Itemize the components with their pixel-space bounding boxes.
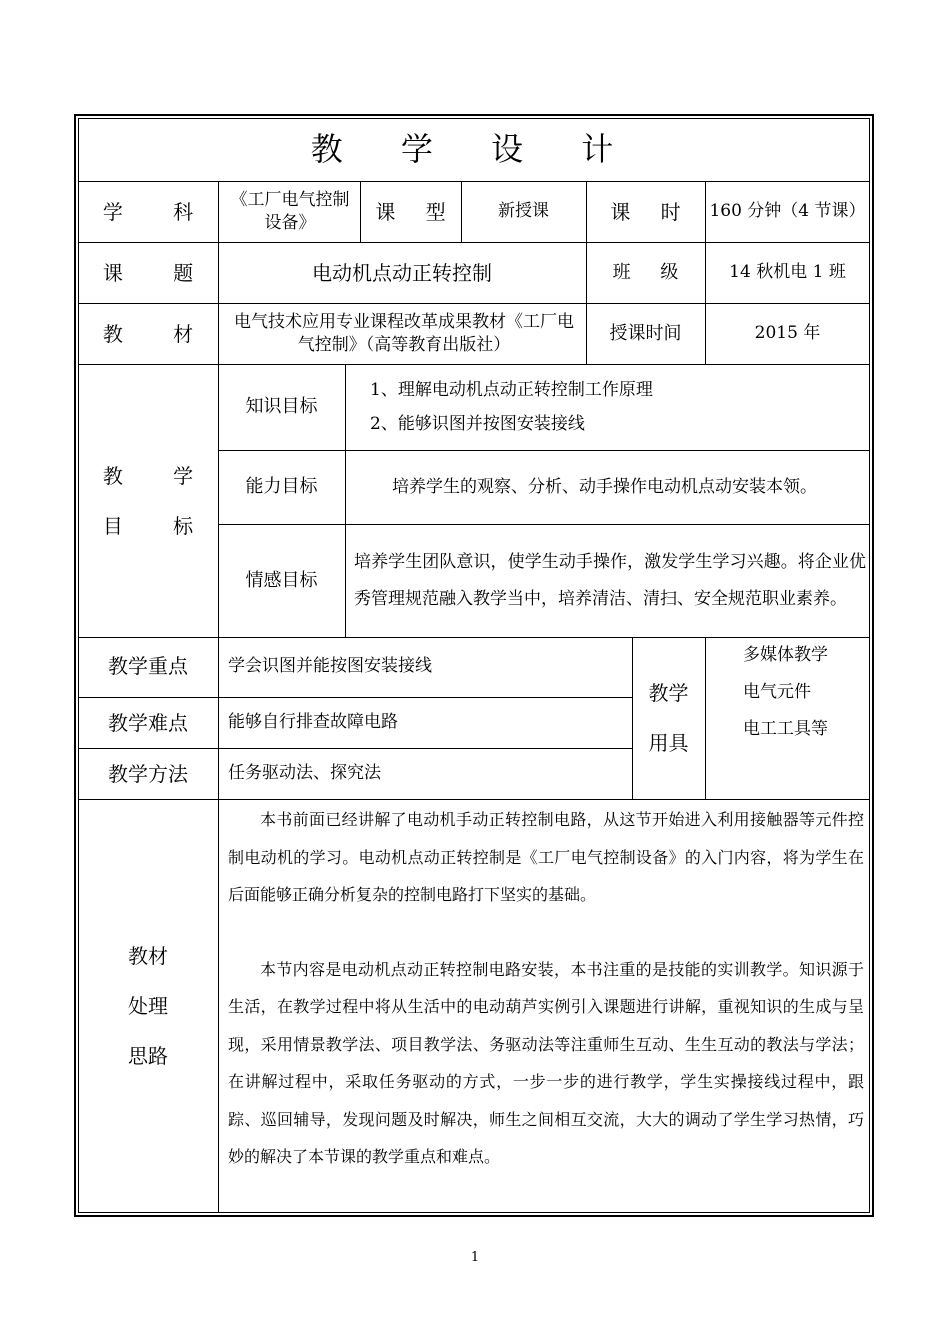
page-number: 1 bbox=[470, 1250, 480, 1265]
topic-value: 电动机点动正转控制 bbox=[312, 260, 492, 285]
method-label: 教学方法 bbox=[108, 761, 188, 786]
subject-value: 《工厂电气控制设备》 bbox=[230, 190, 350, 233]
class-hours-label: 课 时 bbox=[610, 199, 693, 224]
class-value: 14 秋机电 1 班 bbox=[729, 262, 846, 283]
key-point-value: 学会识图并能按图安装接线 bbox=[228, 656, 432, 676]
emotion-label: 情感目标 bbox=[245, 569, 318, 591]
teach-time-label: 授课时间 bbox=[609, 322, 682, 344]
ability-label: 能力目标 bbox=[245, 476, 318, 498]
method-value: 任务驱动法、探究法 bbox=[228, 763, 381, 784]
col-divider bbox=[345, 364, 346, 637]
topic-label: 课 题 bbox=[102, 260, 216, 285]
knowledge-items bbox=[370, 364, 865, 450]
teach-time-value: 2015 年 bbox=[754, 323, 821, 344]
col-divider bbox=[705, 637, 706, 799]
class-hours-value: 160 分钟（4 节课） bbox=[709, 201, 866, 222]
textbook-label: 教 材 bbox=[102, 321, 216, 346]
processing-label-line: 处理 bbox=[128, 994, 168, 1018]
lesson-type-label: 课 型 bbox=[375, 199, 458, 224]
tools-label bbox=[632, 637, 705, 799]
textbook-value: 电气技术应用专业课程改革成果教材《工厂电气控制》（高等教育出版社） bbox=[234, 312, 574, 355]
processing-label-line: 思路 bbox=[128, 1044, 168, 1068]
objectives-label bbox=[78, 364, 218, 637]
tools-items bbox=[743, 637, 868, 799]
objectives-label-line2: 目 标 bbox=[102, 513, 216, 538]
processing-content bbox=[228, 801, 864, 1176]
ability-value: 培养学生的观察、分析、动手操作电动机点动安装本领。 bbox=[392, 476, 817, 497]
objectives-label-line1: 教 学 bbox=[102, 463, 216, 488]
tools-item: 电工工具等 bbox=[743, 719, 828, 739]
knowledge-label: 知识目标 bbox=[245, 396, 318, 418]
knowledge-item: 1、理解电动机点动正转控制工作原理 bbox=[370, 380, 653, 400]
class-label: 班 级 bbox=[612, 261, 691, 283]
page-title: 教 学 设 计 bbox=[310, 129, 638, 168]
processing-paragraph-1: 本书前面已经讲解了电动机手动正转控制电路，从这节开始进入利用接触器等元件控制电动机的学习。电动机点动正转控制是《工厂电气控制设备》的入门内容，将为学生在后面能够正确分析复杂的控制电路打下坚实的基础。 bbox=[228, 810, 864, 904]
col-divider bbox=[218, 181, 219, 1213]
knowledge-item: 2、能够识图并按图安装接线 bbox=[370, 414, 585, 434]
tools-item: 多媒体教学 bbox=[743, 645, 828, 665]
lesson-type-value: 新授课 bbox=[498, 201, 549, 222]
subject-label: 学 科 bbox=[102, 199, 216, 224]
processing-label bbox=[78, 799, 218, 1213]
tools-item: 电气元件 bbox=[743, 682, 811, 702]
tools-label-line1: 教学 bbox=[648, 681, 689, 705]
key-point-label: 教学重点 bbox=[108, 654, 188, 678]
processing-label-line: 教材 bbox=[128, 944, 168, 968]
difficulty-value: 能够自行排查故障电路 bbox=[228, 712, 398, 733]
emotion-value: 培养学生团队意识，使学生动手操作，激发学生学习兴趣。将企业优秀管理规范融入教学当中，培养清洁、清扫、安全规范职业素养。 bbox=[354, 551, 866, 609]
difficulty-label: 教学难点 bbox=[108, 710, 188, 735]
processing-paragraph-2: 本节内容是电动机点动正转控制电路安装，本书注重的是技能的实训教学。知识源于生活，在教学过程中将从生活中的电动葫芦实例引入课题进行讲解，重视知识的生成与呈现，采用情景教学法、项目教学法、务驱动法等注重师生互动、生生互动的教法与学法；在讲解过程中，采取任务驱动的方式，一步一步的进行教学，学生实操接线过程中，跟踪、巡回辅导，发现问题及时解决，师生之间相互交流，大大的调动了学生学习热情，巧妙的解决了本节课的教学重点和难点。 bbox=[228, 959, 864, 1166]
tools-label-line2: 用具 bbox=[648, 731, 689, 755]
